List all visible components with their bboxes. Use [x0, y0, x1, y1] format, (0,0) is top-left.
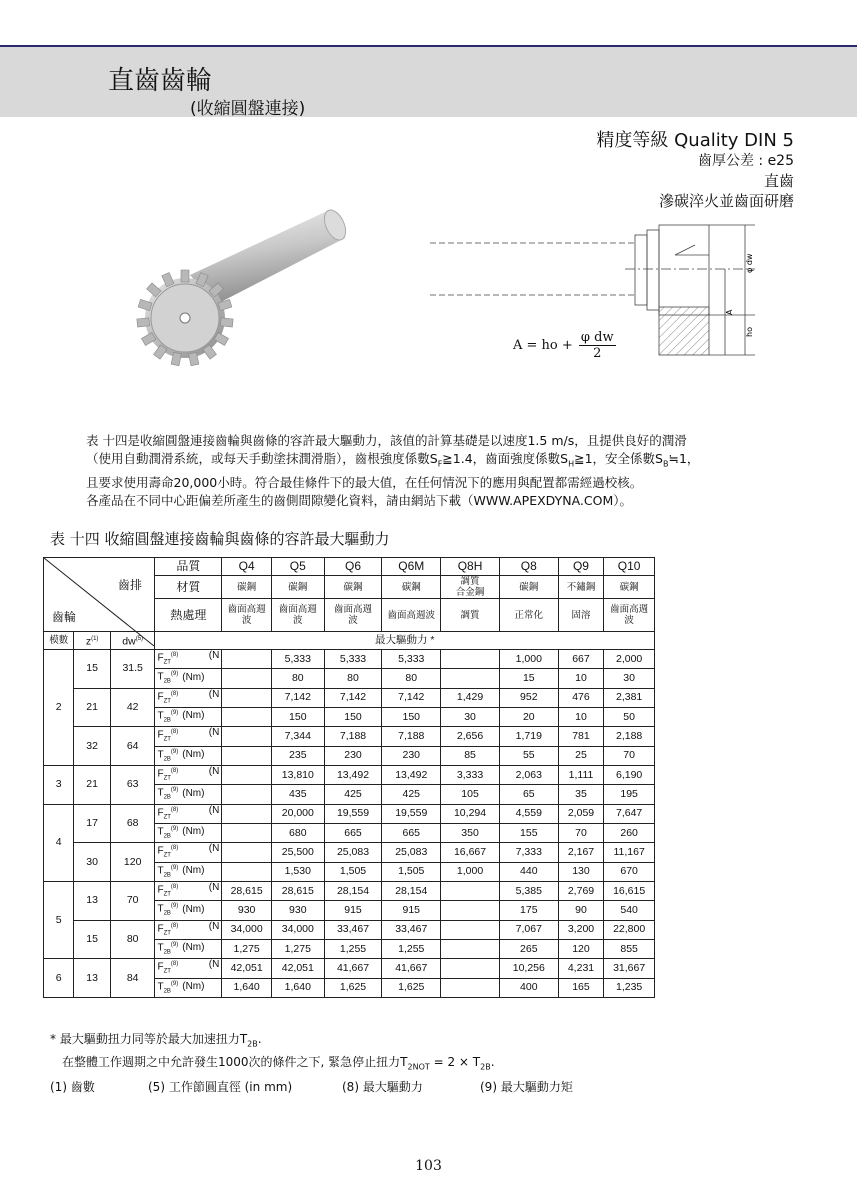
heat-treatment-5: 正常化	[499, 599, 558, 632]
force-value: 2,769	[558, 881, 604, 900]
torque-value: 1,530	[271, 862, 324, 881]
torque-label: $T_{2B}^{(9)}$ (Nm)	[155, 707, 222, 726]
force-value: 22,800	[604, 920, 655, 939]
force-value: 2,059	[558, 804, 604, 823]
row-label-material: 材質	[155, 576, 222, 599]
force-value	[441, 650, 500, 669]
pitch-diameter-cell: 68	[110, 804, 155, 843]
torque-value: 1,275	[222, 939, 272, 958]
force-value: 16,667	[441, 843, 500, 862]
force-label: $F_{ZT}^{(8)}$ (N	[155, 804, 222, 823]
table-row	[44, 688, 655, 707]
pitch-diameter-cell: 84	[110, 959, 155, 998]
torque-value: 915	[382, 901, 441, 920]
force-value: 1,111	[558, 765, 604, 784]
force-value: 25,083	[324, 843, 382, 862]
max-force-table	[43, 557, 655, 998]
formula-denominator: 2	[593, 346, 602, 361]
module-cell: 6	[44, 959, 74, 998]
torque-value: 35	[558, 785, 604, 804]
torque-value: 665	[324, 823, 382, 842]
pitch-diameter-cell: 31.5	[110, 650, 155, 689]
force-value	[222, 650, 272, 669]
torque-value: 15	[499, 669, 558, 688]
torque-value: 1,625	[382, 978, 441, 997]
intro-line-4: 各產品在不同中心距偏差所產生的齒側間隙變化資料，請由網站下載（WWW.APEXDYNA.COM）。	[86, 492, 633, 508]
force-value: 1,000	[499, 650, 558, 669]
torque-value: 440	[499, 862, 558, 881]
quality-3: Q6M	[382, 558, 441, 576]
torque-value	[222, 823, 272, 842]
quality-7: Q10	[604, 558, 655, 576]
intro-line-1: 表 十四是收縮圓盤連接齒輪與齒條的容許最大驅動力，該值的計算基礎是以速度1.5 m/s，且提供良好的潤滑	[86, 433, 687, 448]
quality-6: Q9	[558, 558, 604, 576]
torque-value: 1,255	[324, 939, 382, 958]
force-value: 7,647	[604, 804, 655, 823]
torque-value: 10	[558, 669, 604, 688]
torque-value	[222, 707, 272, 726]
formula-fraction	[579, 330, 616, 361]
force-value: 34,000	[271, 920, 324, 939]
torque-value	[441, 978, 500, 997]
legend-item-1: (1) 齒數	[50, 1080, 95, 1094]
torque-value: 25	[558, 746, 604, 765]
spec-quality: 精度等級 Quality DIN 5	[596, 130, 794, 151]
force-value: 19,559	[324, 804, 382, 823]
force-label: $F_{ZT}^{(8)}$ (N	[155, 959, 222, 978]
force-value: 5,333	[271, 650, 324, 669]
force-value: 7,188	[324, 727, 382, 746]
material-7: 碳鋼	[604, 576, 655, 599]
pitch-diameter-cell: 80	[110, 920, 155, 959]
torque-label: $T_{2B}^{(9)}$ (Nm)	[155, 901, 222, 920]
quality-0: Q4	[222, 558, 272, 576]
torque-value: 665	[382, 823, 441, 842]
force-value: 5,385	[499, 881, 558, 900]
torque-value: 20	[499, 707, 558, 726]
force-value: 28,154	[382, 881, 441, 900]
torque-value	[441, 669, 500, 688]
torque-value: 195	[604, 785, 655, 804]
force-value: 16,615	[604, 881, 655, 900]
torque-value: 265	[499, 939, 558, 958]
force-value	[222, 804, 272, 823]
force-label: $F_{ZT}^{(8)}$ (N	[155, 765, 222, 784]
quality-4: Q8H	[441, 558, 500, 576]
torque-value: 150	[382, 707, 441, 726]
force-value: 10,256	[499, 959, 558, 978]
pitch-diameter-cell: 70	[110, 881, 155, 920]
force-label: $F_{ZT}^{(8)}$ (N	[155, 688, 222, 707]
torque-value: 915	[324, 901, 382, 920]
table-corner	[44, 558, 155, 632]
force-value: 33,467	[382, 920, 441, 939]
torque-value: 855	[604, 939, 655, 958]
torque-value: 425	[324, 785, 382, 804]
torque-value: 1,505	[382, 862, 441, 881]
torque-value: 930	[271, 901, 324, 920]
torque-value: 1,505	[324, 862, 382, 881]
teeth-cell: 21	[74, 765, 110, 804]
footnotes	[50, 1030, 495, 1077]
force-value: 1,719	[499, 727, 558, 746]
material-2: 碳鋼	[324, 576, 382, 599]
torque-value: 235	[271, 746, 324, 765]
torque-value: 120	[558, 939, 604, 958]
quality-2: Q6	[324, 558, 382, 576]
torque-value: 10	[558, 707, 604, 726]
force-value: 2,063	[499, 765, 558, 784]
torque-label: $T_{2B}^{(9)}$ (Nm)	[155, 669, 222, 688]
torque-label: $T_{2B}^{(9)}$ (Nm)	[155, 862, 222, 881]
force-value: 34,000	[222, 920, 272, 939]
force-label: $F_{ZT}^{(8)}$ (N	[155, 881, 222, 900]
force-value: 7,142	[324, 688, 382, 707]
torque-label: $T_{2B}^{(9)}$ (Nm)	[155, 746, 222, 765]
formula	[513, 330, 616, 361]
corner-gear-label: 齒輪	[52, 610, 77, 624]
torque-value: 85	[441, 746, 500, 765]
torque-value: 680	[271, 823, 324, 842]
torque-value: 1,625	[324, 978, 382, 997]
page-subtitle: (收縮圓盤連接)	[190, 99, 306, 119]
torque-value: 350	[441, 823, 500, 842]
torque-value: 150	[271, 707, 324, 726]
torque-label: $T_{2B}^{(9)}$ (Nm)	[155, 785, 222, 804]
pitch-diameter-cell: 42	[110, 688, 155, 727]
teeth-cell: 30	[74, 843, 110, 882]
spec-tolerance: 齒厚公差 : e25	[697, 153, 794, 169]
torque-value: 175	[499, 901, 558, 920]
material-6: 不鏽鋼	[558, 576, 604, 599]
material-5: 碳鋼	[499, 576, 558, 599]
torque-label: $T_{2B}^{(9)}$ (Nm)	[155, 939, 222, 958]
teeth-cell: 15	[74, 920, 110, 959]
torque-label: $T_{2B}^{(9)}$ (Nm)	[155, 823, 222, 842]
force-value: 952	[499, 688, 558, 707]
drawing-label-a: A	[725, 309, 734, 315]
force-value: 7,067	[499, 920, 558, 939]
force-value	[441, 881, 500, 900]
col-dw: $dw^{(5)}$	[110, 632, 155, 650]
torque-value: 1,255	[382, 939, 441, 958]
force-value: 7,142	[271, 688, 324, 707]
torque-value: 50	[604, 707, 655, 726]
force-label: $F_{ZT}^{(8)}$ (N	[155, 727, 222, 746]
quality-1: Q5	[271, 558, 324, 576]
formula-lhs: A = ho +	[513, 338, 573, 353]
formula-numerator: φ dw	[580, 330, 614, 345]
torque-value: 670	[604, 862, 655, 881]
torque-label: $T_{2B}^{(9)}$ (Nm)	[155, 978, 222, 997]
torque-value: 540	[604, 901, 655, 920]
torque-value: 65	[499, 785, 558, 804]
heat-treatment-2: 齒面高週 波	[324, 599, 382, 632]
force-value: 10,294	[441, 804, 500, 823]
module-cell: 5	[44, 881, 74, 958]
torque-value: 230	[382, 746, 441, 765]
force-value: 42,051	[271, 959, 324, 978]
torque-value	[441, 939, 500, 958]
teeth-cell: 13	[74, 881, 110, 920]
force-value: 667	[558, 650, 604, 669]
force-value: 5,333	[324, 650, 382, 669]
table-row	[44, 920, 655, 939]
force-value: 7,333	[499, 843, 558, 862]
footnote-1: * 最大驅動扭力同等於最大加速扭力$T_{2B}$.	[50, 1032, 262, 1049]
pitch-diameter-cell: 120	[110, 843, 155, 882]
heat-treatment-4: 調質	[441, 599, 500, 632]
force-label: $F_{ZT}^{(8)}$ (N	[155, 920, 222, 939]
material-4: 調質 合金鋼	[441, 576, 500, 599]
torque-value	[441, 901, 500, 920]
force-value: 13,492	[324, 765, 382, 784]
force-value	[441, 959, 500, 978]
table-row	[44, 650, 655, 669]
quality-5: Q8	[499, 558, 558, 576]
pitch-diameter-cell: 63	[110, 765, 155, 804]
teeth-cell: 15	[74, 650, 110, 689]
torque-value	[222, 862, 272, 881]
force-value: 28,615	[222, 881, 272, 900]
force-value: 11,167	[604, 843, 655, 862]
torque-value: 1,000	[441, 862, 500, 881]
col-module: 模數	[44, 632, 74, 650]
table-row	[44, 765, 655, 784]
force-value: 2,381	[604, 688, 655, 707]
torque-value: 70	[558, 823, 604, 842]
torque-value: 130	[558, 862, 604, 881]
force-label: $F_{ZT}^{(8)}$ (N	[155, 843, 222, 862]
table-row	[44, 959, 655, 978]
force-value: 3,333	[441, 765, 500, 784]
torque-value: 165	[558, 978, 604, 997]
torque-value: 400	[499, 978, 558, 997]
table-row	[44, 881, 655, 900]
torque-value: 90	[558, 901, 604, 920]
material-1: 碳鋼	[271, 576, 324, 599]
torque-value: 70	[604, 746, 655, 765]
torque-value: 230	[324, 746, 382, 765]
force-value: 41,667	[324, 959, 382, 978]
force-value: 13,492	[382, 765, 441, 784]
force-value: 4,231	[558, 959, 604, 978]
torque-value: 1,235	[604, 978, 655, 997]
force-value: 7,344	[271, 727, 324, 746]
force-value: 28,154	[324, 881, 382, 900]
module-cell: 4	[44, 804, 74, 881]
row-label-quality: 品質	[155, 558, 222, 576]
force-value: 7,188	[382, 727, 441, 746]
material-0: 碳鋼	[222, 576, 272, 599]
force-value: 2,167	[558, 843, 604, 862]
force-value: 781	[558, 727, 604, 746]
force-value: 25,500	[271, 843, 324, 862]
force-value: 20,000	[271, 804, 324, 823]
torque-value: 930	[222, 901, 272, 920]
force-value: 33,467	[324, 920, 382, 939]
torque-value: 30	[441, 707, 500, 726]
force-value: 3,200	[558, 920, 604, 939]
torque-value: 80	[324, 669, 382, 688]
spec-treatment: 滲碳淬火並齒面研磨	[658, 192, 794, 210]
heat-treatment-0: 齒面高週 波	[222, 599, 272, 632]
teeth-cell: 17	[74, 804, 110, 843]
force-value: 7,142	[382, 688, 441, 707]
force-value: 2,656	[441, 727, 500, 746]
max-force-label: 最大驅動力 *	[155, 632, 655, 650]
force-value: 2,188	[604, 727, 655, 746]
force-value: 42,051	[222, 959, 272, 978]
pitch-diameter-cell: 64	[110, 727, 155, 766]
force-value: 476	[558, 688, 604, 707]
table-row	[44, 843, 655, 862]
force-value: 13,810	[271, 765, 324, 784]
col-z: $z^{(1)}$	[74, 632, 110, 650]
torque-value: 80	[271, 669, 324, 688]
torque-value: 30	[604, 669, 655, 688]
force-value: 25,083	[382, 843, 441, 862]
page-title: 直齒齒輪	[108, 66, 213, 96]
torque-value	[222, 785, 272, 804]
torque-value: 260	[604, 823, 655, 842]
module-cell: 3	[44, 765, 74, 804]
legend-item-5: (5) 工作節圓直徑 (in mm)	[148, 1080, 293, 1094]
heat-treatment-7: 齒面高週 波	[604, 599, 655, 632]
force-value	[222, 765, 272, 784]
torque-value	[222, 746, 272, 765]
gear-shaft-image	[130, 200, 360, 384]
intro-line-3: 且要求使用壽命20,000小時。符合最佳條件下的最大值，在任何情況下的應用與配置都需經過校核。	[86, 474, 643, 490]
torque-value: 1,275	[271, 939, 324, 958]
force-value: 41,667	[382, 959, 441, 978]
legend-item-9: (9) 最大驅動力矩	[480, 1080, 573, 1094]
spec-tooth: 直齒	[763, 172, 794, 190]
torque-value	[222, 669, 272, 688]
torque-value: 55	[499, 746, 558, 765]
intro-paragraph	[86, 432, 786, 510]
force-value	[222, 843, 272, 862]
force-value	[222, 727, 272, 746]
drawing-label-ho: ho	[745, 327, 754, 337]
table-row	[44, 727, 655, 746]
torque-value: 1,640	[222, 978, 272, 997]
heat-treatment-6: 固溶	[558, 599, 604, 632]
table-row	[44, 804, 655, 823]
material-3: 碳鋼	[382, 576, 441, 599]
intro-line-2: （使用自動潤滑系統，或每天手動塗抹潤滑脂），齒根強度係數$S_F≧1.4$，齒面強度係數$S_H≧1$，安全係數$S_B≒1$，	[86, 451, 700, 469]
footnote-2: 在整體工作週期之中允許發生1000次的條件之下, 緊急停止扭力$T_{2NOT} = 2 \times T_{2B}$.	[62, 1055, 495, 1072]
module-cell: 2	[44, 650, 74, 766]
legend-item-8: (8) 最大驅動力	[342, 1080, 423, 1094]
page-number: 103	[415, 1158, 442, 1174]
torque-value: 155	[499, 823, 558, 842]
header-row-quality	[44, 558, 655, 576]
table-title: 表 十四 收縮圓盤連接齒輪與齒條的容許最大驅動力	[50, 530, 390, 548]
torque-value: 80	[382, 669, 441, 688]
force-value: 5,333	[382, 650, 441, 669]
teeth-cell: 32	[74, 727, 110, 766]
force-value: 2,000	[604, 650, 655, 669]
force-value	[441, 920, 500, 939]
torque-value: 150	[324, 707, 382, 726]
teeth-cell: 13	[74, 959, 110, 998]
torque-value: 435	[271, 785, 324, 804]
force-value	[222, 688, 272, 707]
force-value: 31,667	[604, 959, 655, 978]
torque-value: 105	[441, 785, 500, 804]
force-value: 19,559	[382, 804, 441, 823]
torque-value: 425	[382, 785, 441, 804]
corner-rack-label: 齒排	[118, 578, 143, 592]
force-value: 4,559	[499, 804, 558, 823]
force-value: 28,615	[271, 881, 324, 900]
heat-treatment-3: 齒面高週波	[382, 599, 441, 632]
force-value: 6,190	[604, 765, 655, 784]
force-value: 1,429	[441, 688, 500, 707]
torque-value: 1,640	[271, 978, 324, 997]
teeth-cell: 21	[74, 688, 110, 727]
drawing-label-dw: φ dw	[745, 253, 754, 273]
row-label-heat: 熱處理	[155, 599, 222, 632]
force-label: $F_{ZT}^{(8)}$ (N	[155, 650, 222, 669]
heat-treatment-1: 齒面高週 波	[271, 599, 324, 632]
